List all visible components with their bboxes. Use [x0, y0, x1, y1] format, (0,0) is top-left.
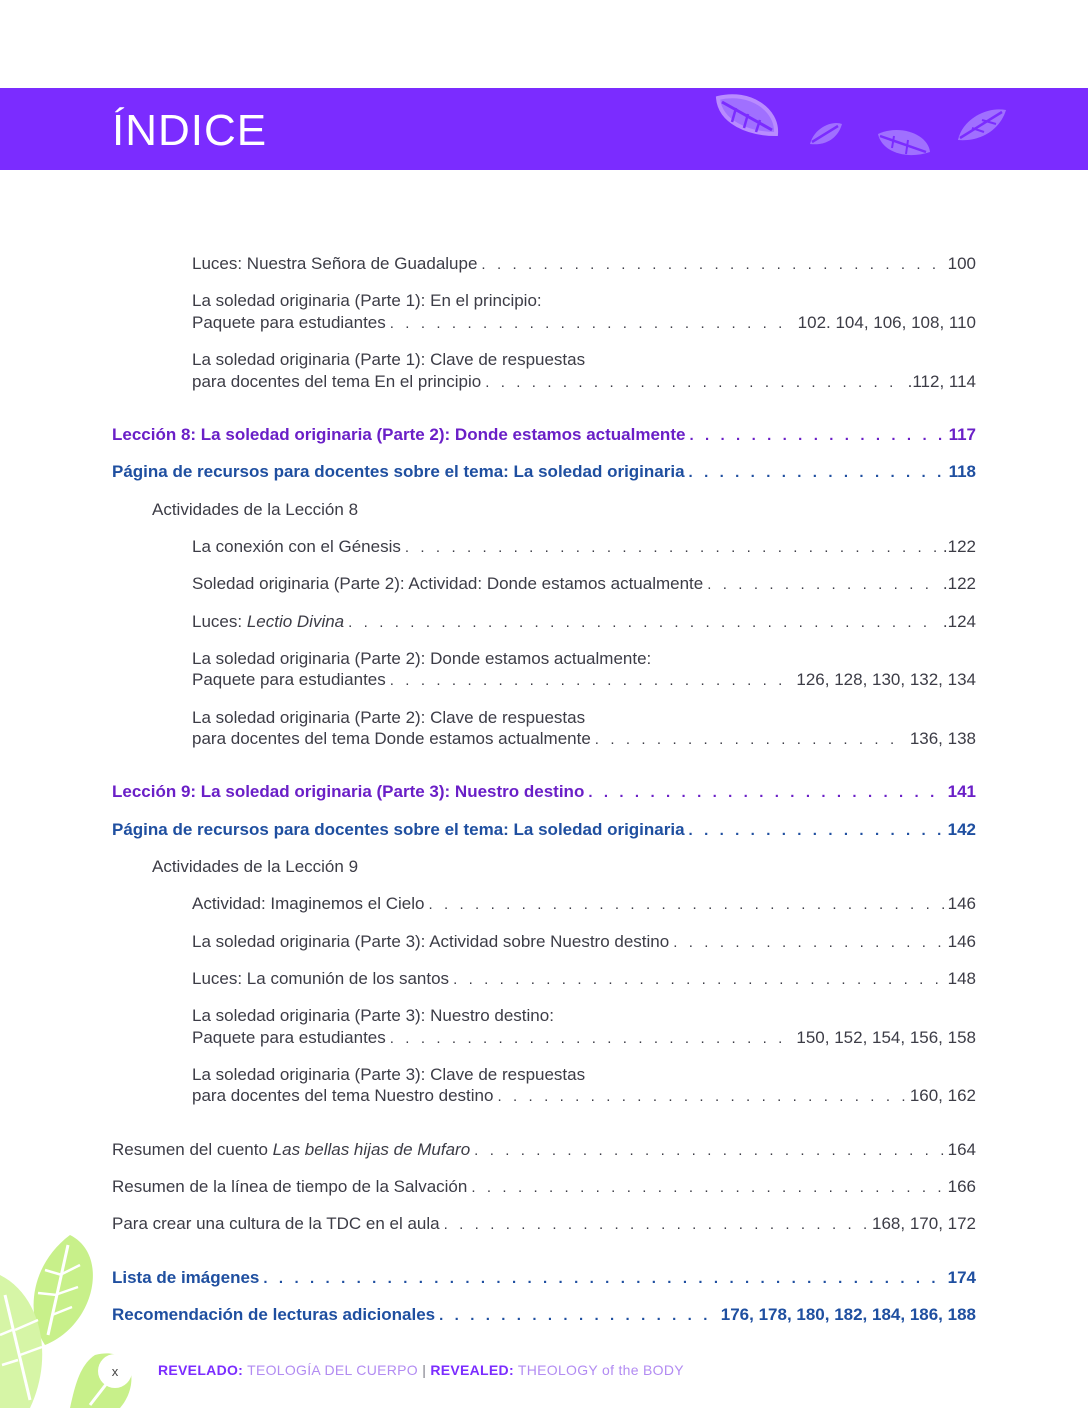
title-prefix: Luces: [192, 612, 247, 631]
footer-brand2-bold: REVEALED: [426, 1362, 514, 1378]
toc-entry[interactable] [192, 728, 976, 751]
dot-leader [405, 537, 939, 559]
toc-heading-pages: 118 [948, 462, 976, 481]
toc-heading-title: Lista de imágenes [112, 1268, 260, 1287]
toc-heading-title: Página de recursos para docentes sobre el tema: La soledad originaria [112, 820, 685, 839]
toc-entry[interactable] [192, 611, 976, 634]
toc-entry-title-line1: La soledad originaria (Parte 2): Donde estamos actualmente: [192, 649, 652, 668]
toc-entry-title: Soledad originaria (Parte 2): Actividad: Donde estamos actualmente [192, 574, 704, 593]
toc-resource-heading[interactable] [112, 819, 976, 842]
toc-entry-title-line2: Paquete para estudiantes [192, 1028, 386, 1047]
toc-entry-title [192, 611, 344, 633]
dot-leader [689, 462, 945, 484]
toc-entry[interactable] [192, 893, 976, 916]
toc-entry-title: Para crear una cultura de la TDC en el aula [112, 1214, 440, 1233]
toc-entry[interactable] [192, 371, 976, 394]
toc-heading-title: Lección 9: La soledad originaria (Parte 3): Nuestro destino [112, 782, 585, 801]
dot-leader [453, 969, 944, 991]
toc-entry[interactable] [192, 1085, 976, 1108]
toc-heading-pages: 142 [947, 820, 976, 839]
dot-leader [474, 1140, 943, 1162]
toc-entry-pages: 166 [947, 1177, 976, 1196]
footer-brand1-bold: REVELADO: [158, 1362, 244, 1378]
toc-heading-title: Lección 8: La soledad originaria (Parte 2): Donde estamos actualmente [112, 425, 686, 444]
toc-entry[interactable] [192, 253, 976, 276]
dot-leader [390, 1028, 793, 1050]
toc-entry-title: Luces: La comunión de los santos [192, 969, 450, 988]
toc-heading-pages: 141 [947, 782, 976, 801]
dot-leader [348, 612, 939, 634]
toc-section-label: Actividades de la Lección 9 [152, 857, 359, 876]
toc-entry-pages: 168, 170, 172 [872, 1214, 976, 1233]
title-prefix: Resumen del cuento [112, 1140, 273, 1159]
toc-entry-title-line2: para docentes del tema En el principio [192, 372, 482, 391]
toc-entry-pages: .112, 114 [907, 372, 976, 391]
toc-resource-heading[interactable] [112, 461, 976, 484]
dot-leader [689, 820, 944, 842]
toc-entry-title-line2: para docentes del tema Donde estamos actualmente [192, 729, 591, 748]
toc-entry-title: Actividad: Imaginemos el Cielo [192, 894, 425, 913]
dot-leader [588, 782, 943, 804]
toc-entry-pages: 100 [947, 254, 976, 273]
toc-entry-title: Resumen de la línea de tiempo de la Salvación [112, 1177, 468, 1196]
toc-entry[interactable] [192, 573, 976, 596]
toc-resource-heading[interactable] [112, 1267, 976, 1290]
toc-entry[interactable] [192, 312, 976, 335]
dot-leader [485, 372, 903, 394]
toc-heading-pages: 174 [947, 1268, 976, 1287]
toc-entry-pages: 136, 138 [909, 729, 976, 748]
title-italic: Las bellas hijas de Mufaro [272, 1140, 471, 1159]
dot-leader [471, 1177, 943, 1199]
toc-entry[interactable] [112, 1213, 976, 1236]
dot-leader [390, 313, 794, 335]
page-number: x [98, 1354, 132, 1388]
dot-leader [390, 670, 793, 692]
toc-entry-pages: .122 [942, 537, 976, 556]
dot-leader [439, 1305, 717, 1327]
toc-entry-title-line2: para docentes del tema Nuestro destino [192, 1086, 494, 1105]
toc-entry[interactable] [192, 669, 976, 692]
dot-leader [263, 1268, 943, 1290]
toc-entry-pages: .122 [942, 574, 976, 593]
toc-lesson-heading[interactable] [112, 424, 976, 447]
toc-entry-title-line2: Paquete para estudiantes [192, 313, 386, 332]
toc-entry-title-line2: Paquete para estudiantes [192, 670, 386, 689]
toc-heading-title: Página de recursos para docentes sobre el tema: La soledad originaria [112, 462, 685, 481]
toc-entry-pages: 160, 162 [909, 1086, 976, 1105]
toc-entry-pages: 164 [947, 1140, 976, 1159]
toc-section-label: Actividades de la Lección 8 [152, 500, 359, 519]
footer-brand [158, 1362, 684, 1378]
toc-entry-title: La conexión con el Génesis [192, 537, 401, 556]
toc-entry[interactable] [192, 1027, 976, 1050]
title-italic: Lectio Divina [246, 612, 345, 631]
toc-entry-pages: 102. 104, 106, 108, 110 [797, 313, 976, 332]
toc-entry-pages: 148 [947, 969, 976, 988]
toc-heading-pages: 176, 178, 180, 182, 184, 186, 188 [720, 1305, 976, 1324]
toc-entry-pages: 150, 152, 154, 156, 158 [796, 1028, 976, 1047]
toc-entry-title: Luces: Nuestra Señora de Guadalupe [192, 254, 478, 273]
footer-brand2-light: THEOLOGY of the BODY [513, 1362, 684, 1378]
dot-leader [689, 425, 944, 447]
toc-entry[interactable] [192, 536, 976, 559]
toc-lesson-heading[interactable] [112, 781, 976, 804]
dot-leader [444, 1214, 868, 1236]
toc-entry-pages: 146 [947, 894, 976, 913]
toc-entry-title-line1: La soledad originaria (Parte 3): Clave de respuestas [192, 1065, 586, 1084]
dot-leader [497, 1086, 905, 1108]
toc-entry-pages: 126, 128, 130, 132, 134 [796, 670, 976, 689]
toc-entry-title [112, 1139, 470, 1161]
footer-brand1-light: TEOLOGÍA DEL CUERPO [243, 1362, 423, 1378]
toc-entry-title-line1: La soledad originaria (Parte 1): En el principio: [192, 291, 542, 310]
dot-leader [673, 932, 943, 954]
toc-resource-heading[interactable] [112, 1304, 976, 1327]
footer-separator: | [422, 1362, 427, 1378]
dot-leader [595, 729, 906, 751]
toc-entry[interactable] [112, 1176, 976, 1199]
toc-entry-title-line1: La soledad originaria (Parte 3): Nuestro destino: [192, 1006, 554, 1025]
dot-leader [707, 574, 939, 596]
toc-entry-pages: 146 [947, 932, 976, 951]
toc-entry-title: La soledad originaria (Parte 3): Actividad sobre Nuestro destino [192, 932, 670, 951]
toc-heading-title: Recomendación de lecturas adicionales [112, 1305, 436, 1324]
toc-entry-pages: .124 [942, 612, 976, 631]
toc-entry-title-line1: La soledad originaria (Parte 1): Clave de respuestas [192, 350, 586, 369]
toc-entry[interactable] [192, 968, 976, 991]
dot-leader [481, 254, 943, 276]
toc-entry-title-line1: La soledad originaria (Parte 2): Clave de respuestas [192, 708, 586, 727]
page-title: ÍNDICE [112, 106, 268, 155]
toc-entry[interactable] [192, 931, 976, 954]
dot-leader [428, 894, 943, 916]
toc-entry[interactable] [112, 1139, 976, 1162]
toc-heading-pages: 117 [948, 425, 976, 444]
